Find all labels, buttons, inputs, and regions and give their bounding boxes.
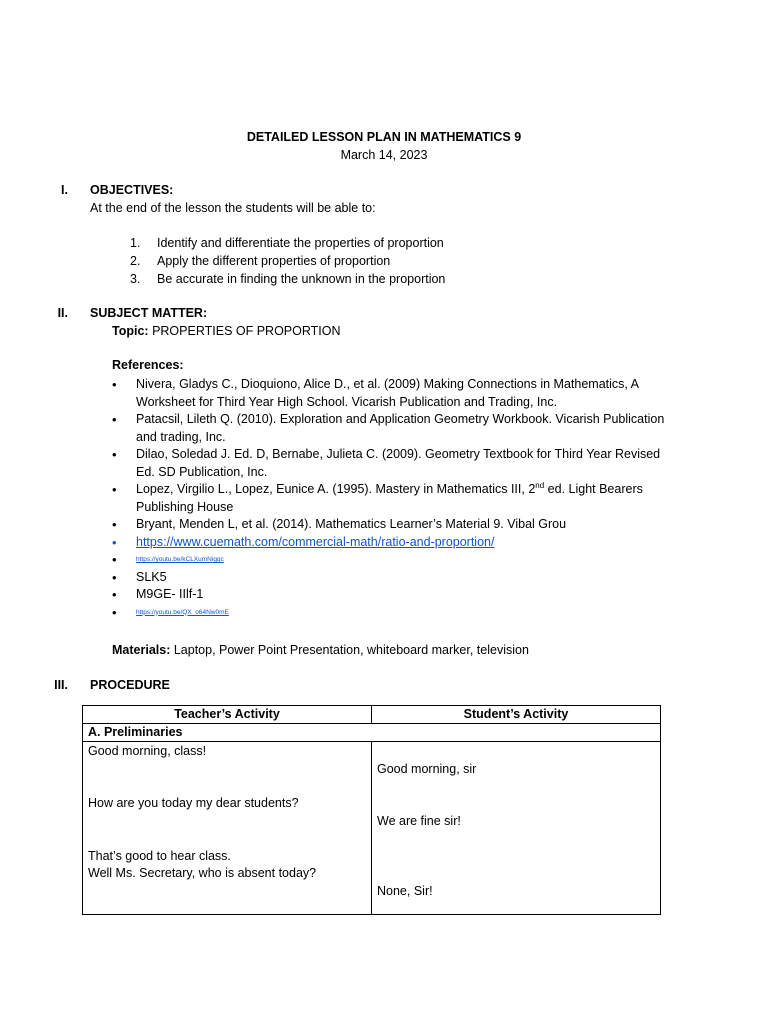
reference-link[interactable]: https://www.cuemath.com/commercial-math/ratio-and-proportion/: [136, 534, 495, 549]
table-header-row: [83, 706, 661, 724]
reference-link[interactable]: https://youtu.be/QX_o64Nw0mE: [136, 608, 229, 616]
teacher-column-header: Teacher’s Activity: [83, 706, 372, 724]
reference-item: [112, 411, 681, 446]
teacher-line: That’s good to hear class.: [88, 849, 231, 863]
objectives-list: [130, 235, 445, 289]
reference-item: [112, 376, 681, 411]
topic-value: PROPERTIES OF PROPORTION: [152, 324, 341, 338]
objective-number: 1.: [130, 236, 141, 250]
references-heading: References:: [112, 358, 184, 372]
superscript: nd: [535, 480, 545, 490]
reference-link[interactable]: https://youtu.be/kCLXumNigqc: [136, 556, 224, 563]
procedure-heading: PROCEDURE: [90, 678, 170, 692]
reference-item: [112, 604, 681, 622]
objective-text: Apply the different properties of proportion: [157, 254, 391, 268]
materials-label: Materials:: [112, 643, 171, 657]
objective-item: [130, 271, 445, 289]
section-numeral-procedure: III.: [54, 678, 68, 692]
materials-value: Laptop, Power Point Presentation, whiteboard marker, television: [173, 643, 529, 657]
preliminaries-label: A. Preliminaries: [83, 724, 661, 742]
teacher-activity-cell: [83, 742, 372, 915]
section-numeral-subject-matter: II.: [57, 306, 68, 320]
reference-text: Patacsil, Lileth Q. (2010). Exploration and Application Geometry Workbook. Vicarish Publication and trading, Inc.: [136, 412, 665, 444]
teacher-line: Good morning, class!: [88, 744, 207, 758]
reference-item: [112, 481, 681, 516]
reference-text-part: ed. Light Bearers Publishing House: [136, 482, 643, 514]
reference-item: [112, 534, 681, 552]
reference-text: SLK5: [136, 569, 167, 584]
objective-item: [130, 235, 445, 253]
student-line: None, Sir!: [377, 884, 433, 898]
reference-item: [112, 446, 681, 481]
reference-text: Bryant, Menden L, et al. (2014). Mathematics Learner’s Material 9. Vibal Grou: [136, 517, 567, 531]
reference-item: [112, 551, 681, 569]
bullet-icon: •: [112, 377, 117, 392]
document-date: March 14, 2023: [340, 148, 428, 162]
reference-text: Dilao, Soledad J. Ed. D, Bernabe, Julieta C. (2009). Geometry Textbook for Third Year Revised Ed. SD Publication, Inc.: [136, 447, 661, 479]
teacher-line: How are you today my dear students?: [88, 796, 299, 810]
procedure-table: [82, 705, 661, 915]
document-title: DETAILED LESSON PLAN IN MATHEMATICS 9: [246, 130, 522, 144]
objectives-heading: OBJECTIVES:: [90, 183, 174, 197]
bullet-icon: •: [112, 604, 117, 620]
reference-text: Nivera, Gladys C., Dioquiono, Alice D., et al. (2009) Making Connections in Mathematics, A Worksheet for Third Year High School. Vicarish Publication and Trading, Inc.: [136, 377, 639, 409]
section-numeral-objectives: I.: [61, 183, 68, 197]
reference-text: M9GE- IIlf-1: [136, 587, 204, 601]
topic-label: Topic:: [112, 324, 149, 338]
materials-line: [112, 642, 529, 660]
bullet-icon: •: [112, 412, 117, 427]
bullet-icon: •: [112, 517, 117, 532]
objective-text: Be accurate in finding the unknown in the proportion: [157, 272, 446, 286]
reference-text-part: Lopez, Virgilio L., Lopez, Eunice A. (1995). Mastery in Mathematics III, 2: [136, 482, 536, 496]
references-list: [112, 376, 681, 621]
table-row: [83, 742, 661, 915]
student-activity-cell: [372, 742, 661, 915]
student-line: We are fine sir!: [377, 814, 461, 828]
objective-number: 3.: [130, 272, 141, 286]
reference-item: [112, 569, 681, 587]
bullet-icon: •: [112, 552, 117, 567]
student-line: Good morning, sir: [377, 762, 477, 776]
objective-number: 2.: [130, 254, 141, 268]
bullet-icon: •: [112, 569, 117, 585]
objectives-intro: At the end of the lesson the students will be able to:: [90, 201, 376, 215]
bullet-icon: •: [112, 482, 117, 497]
objective-text: Identify and differentiate the properties of proportion: [157, 236, 444, 250]
reference-text: [136, 481, 681, 516]
student-column-header: Student’s Activity: [372, 706, 661, 724]
teacher-line: Well Ms. Secretary, who is absent today?: [88, 866, 317, 880]
subject-matter-heading: SUBJECT MATTER:: [90, 306, 208, 320]
bullet-icon: •: [112, 534, 117, 550]
table-row: [83, 724, 661, 742]
objective-item: [130, 253, 445, 271]
reference-item: [112, 586, 681, 604]
bullet-icon: •: [112, 447, 117, 462]
bullet-icon: •: [112, 587, 117, 602]
reference-item: [112, 516, 681, 534]
topic-line: [112, 323, 341, 341]
